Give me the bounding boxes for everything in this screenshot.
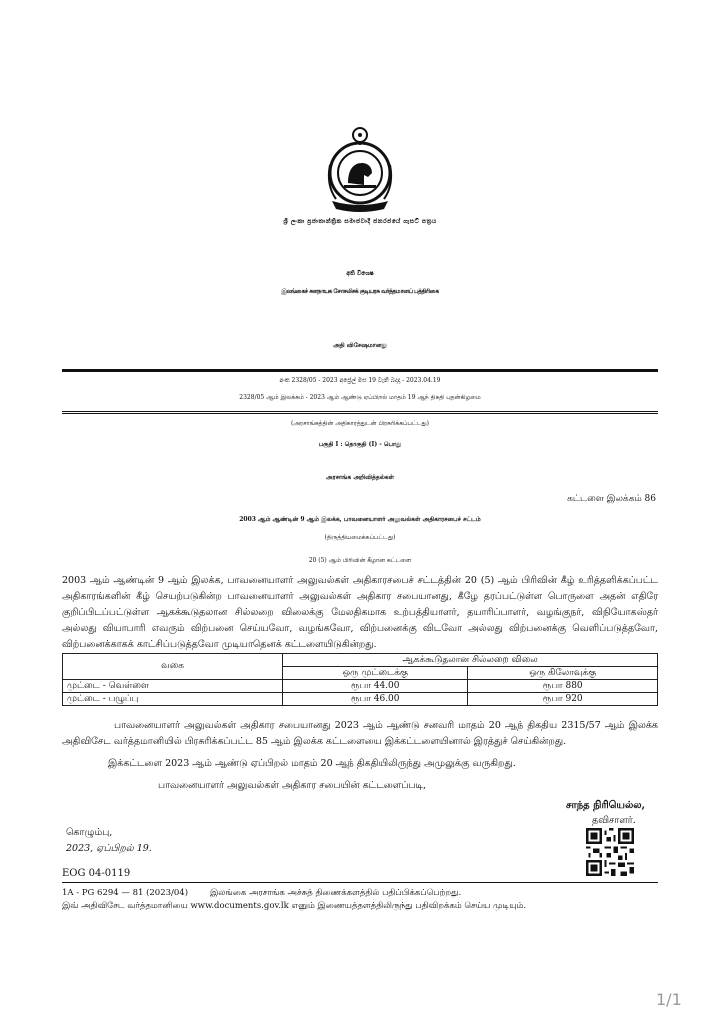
page-counter: 1/1 bbox=[656, 990, 682, 1009]
row-type: முட்டை - பழுப்பு bbox=[63, 693, 283, 706]
act-title: 2003 ஆம் ஆண்டின் 9 ஆம் இலக்க, பாவனையாளர் அலுவல்கள் அதிகாரசபைச் சட்டம் bbox=[239, 516, 481, 523]
printed-by-note: இலங்கை அரசாங்க அச்சுத் திணைக்களத்தில் பதிப்பிக்கப்பெற்றது. bbox=[210, 888, 462, 898]
government-notices-heading: அரசாங்க அறிவித்தல்கள் bbox=[325, 474, 395, 481]
sinhala-gazette-title: ශ්‍රී ලංකා ප්‍රජාතාන්ත්‍රික සමාජවාදී ජනරජයේ ගැසට් පත්‍රය bbox=[283, 218, 437, 225]
issue-line-tamil: 2328/05 ஆம் இலக்கம் - 2023 ஆம் ஆண்டு ஏப்பிறல் மாதம் 19 ஆந் திகதி புதன்கிழமை bbox=[239, 394, 481, 401]
issue-date: 2023, ஏப்பிறல் 19. bbox=[66, 843, 152, 854]
divider-mid-double bbox=[62, 413, 658, 414]
row-per-kg: ரூபா 880 bbox=[468, 680, 658, 693]
table-row bbox=[63, 693, 658, 706]
tamil-extraordinary-label: அதி விசேஷமானது bbox=[333, 342, 387, 349]
tamil-gazette-title: இலங்கைச் சனநாயக சோசலிசக் குடியரசு வர்த்தமானப் பத்திரிகை bbox=[281, 288, 439, 295]
table-header-type: வகை bbox=[63, 654, 283, 680]
published-by-authority: (அரசாங்கத்தின் அதிகாரத்துடன் பிரசுரிக்கப்பட்டது) bbox=[291, 420, 429, 427]
order-number: கட்டளை இலக்கம் 86 bbox=[567, 494, 656, 504]
table-header-per-egg: ஒரு முட்டைக்கு bbox=[283, 667, 468, 680]
sri-lanka-emblem-icon bbox=[318, 125, 402, 215]
section-heading: 20 (5) ஆம் பிரிவின் கீழான கட்டளை bbox=[308, 557, 412, 564]
place: கொழும்பு, bbox=[66, 827, 113, 838]
by-order-paragraph: பாவனையாளர் அலுவல்கள் அதிகார சபையின் கட்டளைப்படி, bbox=[158, 780, 427, 791]
table-header-per-kg: ஒரு கிலோவுக்கு bbox=[468, 667, 658, 680]
divider-top bbox=[62, 369, 658, 372]
footer-print-line bbox=[62, 888, 461, 899]
divider-mid bbox=[62, 411, 658, 412]
part-heading: பகுதி I : தொகுதி (I) - பொது bbox=[318, 441, 402, 448]
print-reference: 1A - PG 6294 — 81 (2023/04) bbox=[62, 888, 189, 898]
table-header-max-price: ஆகக்கூடுதலான சில்லறை விலை bbox=[283, 654, 658, 667]
order-paragraph: 2003 ஆம் ஆண்டின் 9 ஆம் இலக்க, பாவனையாளர் அலுவல்கள் அதிகாரசபைச் சட்டத்தின் 20 (5) ஆம் பிரிவின் கீழ் உரித்தளிக்கப்பட்ட அதிகாரங்களின் கீழ் செயற்படுகின்ற பாவனையாளர் அலுவல்கள் அதிகார சபையானது, கீழே தரப்பட்டுள்ள பொருளை அதன் எதிரே குறிப்பிடப்பட்டுள்ள ஆகக்கூடுதலான சில்லறை விலைக்கு மேலதிகமாக உற்பத்தியாளர், தயாரிப்பாளர், வழங்குநர், விநியோகஸ்தர் அல்லது வியாபாரி எவரும் விற்பனை செய்யவோ, வழங்கவோ, விற்பனைக்கு விடவோ அல்லது விற்பனைக்கு வெளிப்படுத்தவோ, விற்பனைக்காகக் காட்சிப்படுத்தவோ முடியாதெனக் கட்டளையிடுகின்றது. bbox=[62, 575, 658, 650]
qr-code-icon bbox=[586, 828, 634, 876]
divider-footer bbox=[62, 882, 658, 883]
signer-name: சாந்த நிரியெல்ல, bbox=[566, 800, 646, 811]
row-per-kg: ரூபா 920 bbox=[468, 693, 658, 706]
price-table bbox=[62, 653, 658, 706]
effective-date-paragraph: இக்கட்டளை 2023 ஆம் ஆண்டு ஏப்பிறல் மாதம் 20 ஆந் திகதியிலிருந்து அமுலுக்கு வருகிறது. bbox=[108, 758, 516, 769]
table-row bbox=[63, 680, 658, 693]
eog-reference: EOG 04-0119 bbox=[62, 868, 131, 879]
signer-title: தவிசாளர். bbox=[592, 815, 636, 826]
sinhala-extraordinary-label: අති විශෙෂ bbox=[346, 270, 374, 277]
row-per-egg: ரூபா 44.00 bbox=[283, 680, 468, 693]
issue-line-sinhala: අංක 2328/05 - 2023 අප්‍රේල් මස 19 වැනි බදාදා - 2023.04.19 bbox=[279, 377, 441, 384]
footer-download-note: இவ் அதிவிசேட வர்த்தமானியை www.documents.gov.lk எனும் இணையத்தளத்திலிருந்து பதிவிறக்கம் செய்ய முடியும். bbox=[62, 901, 527, 911]
row-per-egg: ரூபா 46.00 bbox=[283, 693, 468, 706]
row-type: முட்டை - வெள்ளை bbox=[63, 680, 283, 693]
revocation-paragraph: பாவனையாளர் அலுவல்கள் அதிகார சபையானது 2023 ஆம் ஆண்டு சனவரி மாதம் 20 ஆந் திகதிய 2315/57 ஆம் இலக்க அதிவிசேட வர்த்தமானியில் பிரசுரிக்கப்பட்ட 85 ஆம் இலக்க கட்டளையை இக்கட்டளையினால் இரத்துச் செய்கின்றது. bbox=[62, 720, 658, 747]
amended-note: (திருத்தியமைக்கப்பட்டது) bbox=[324, 534, 396, 541]
